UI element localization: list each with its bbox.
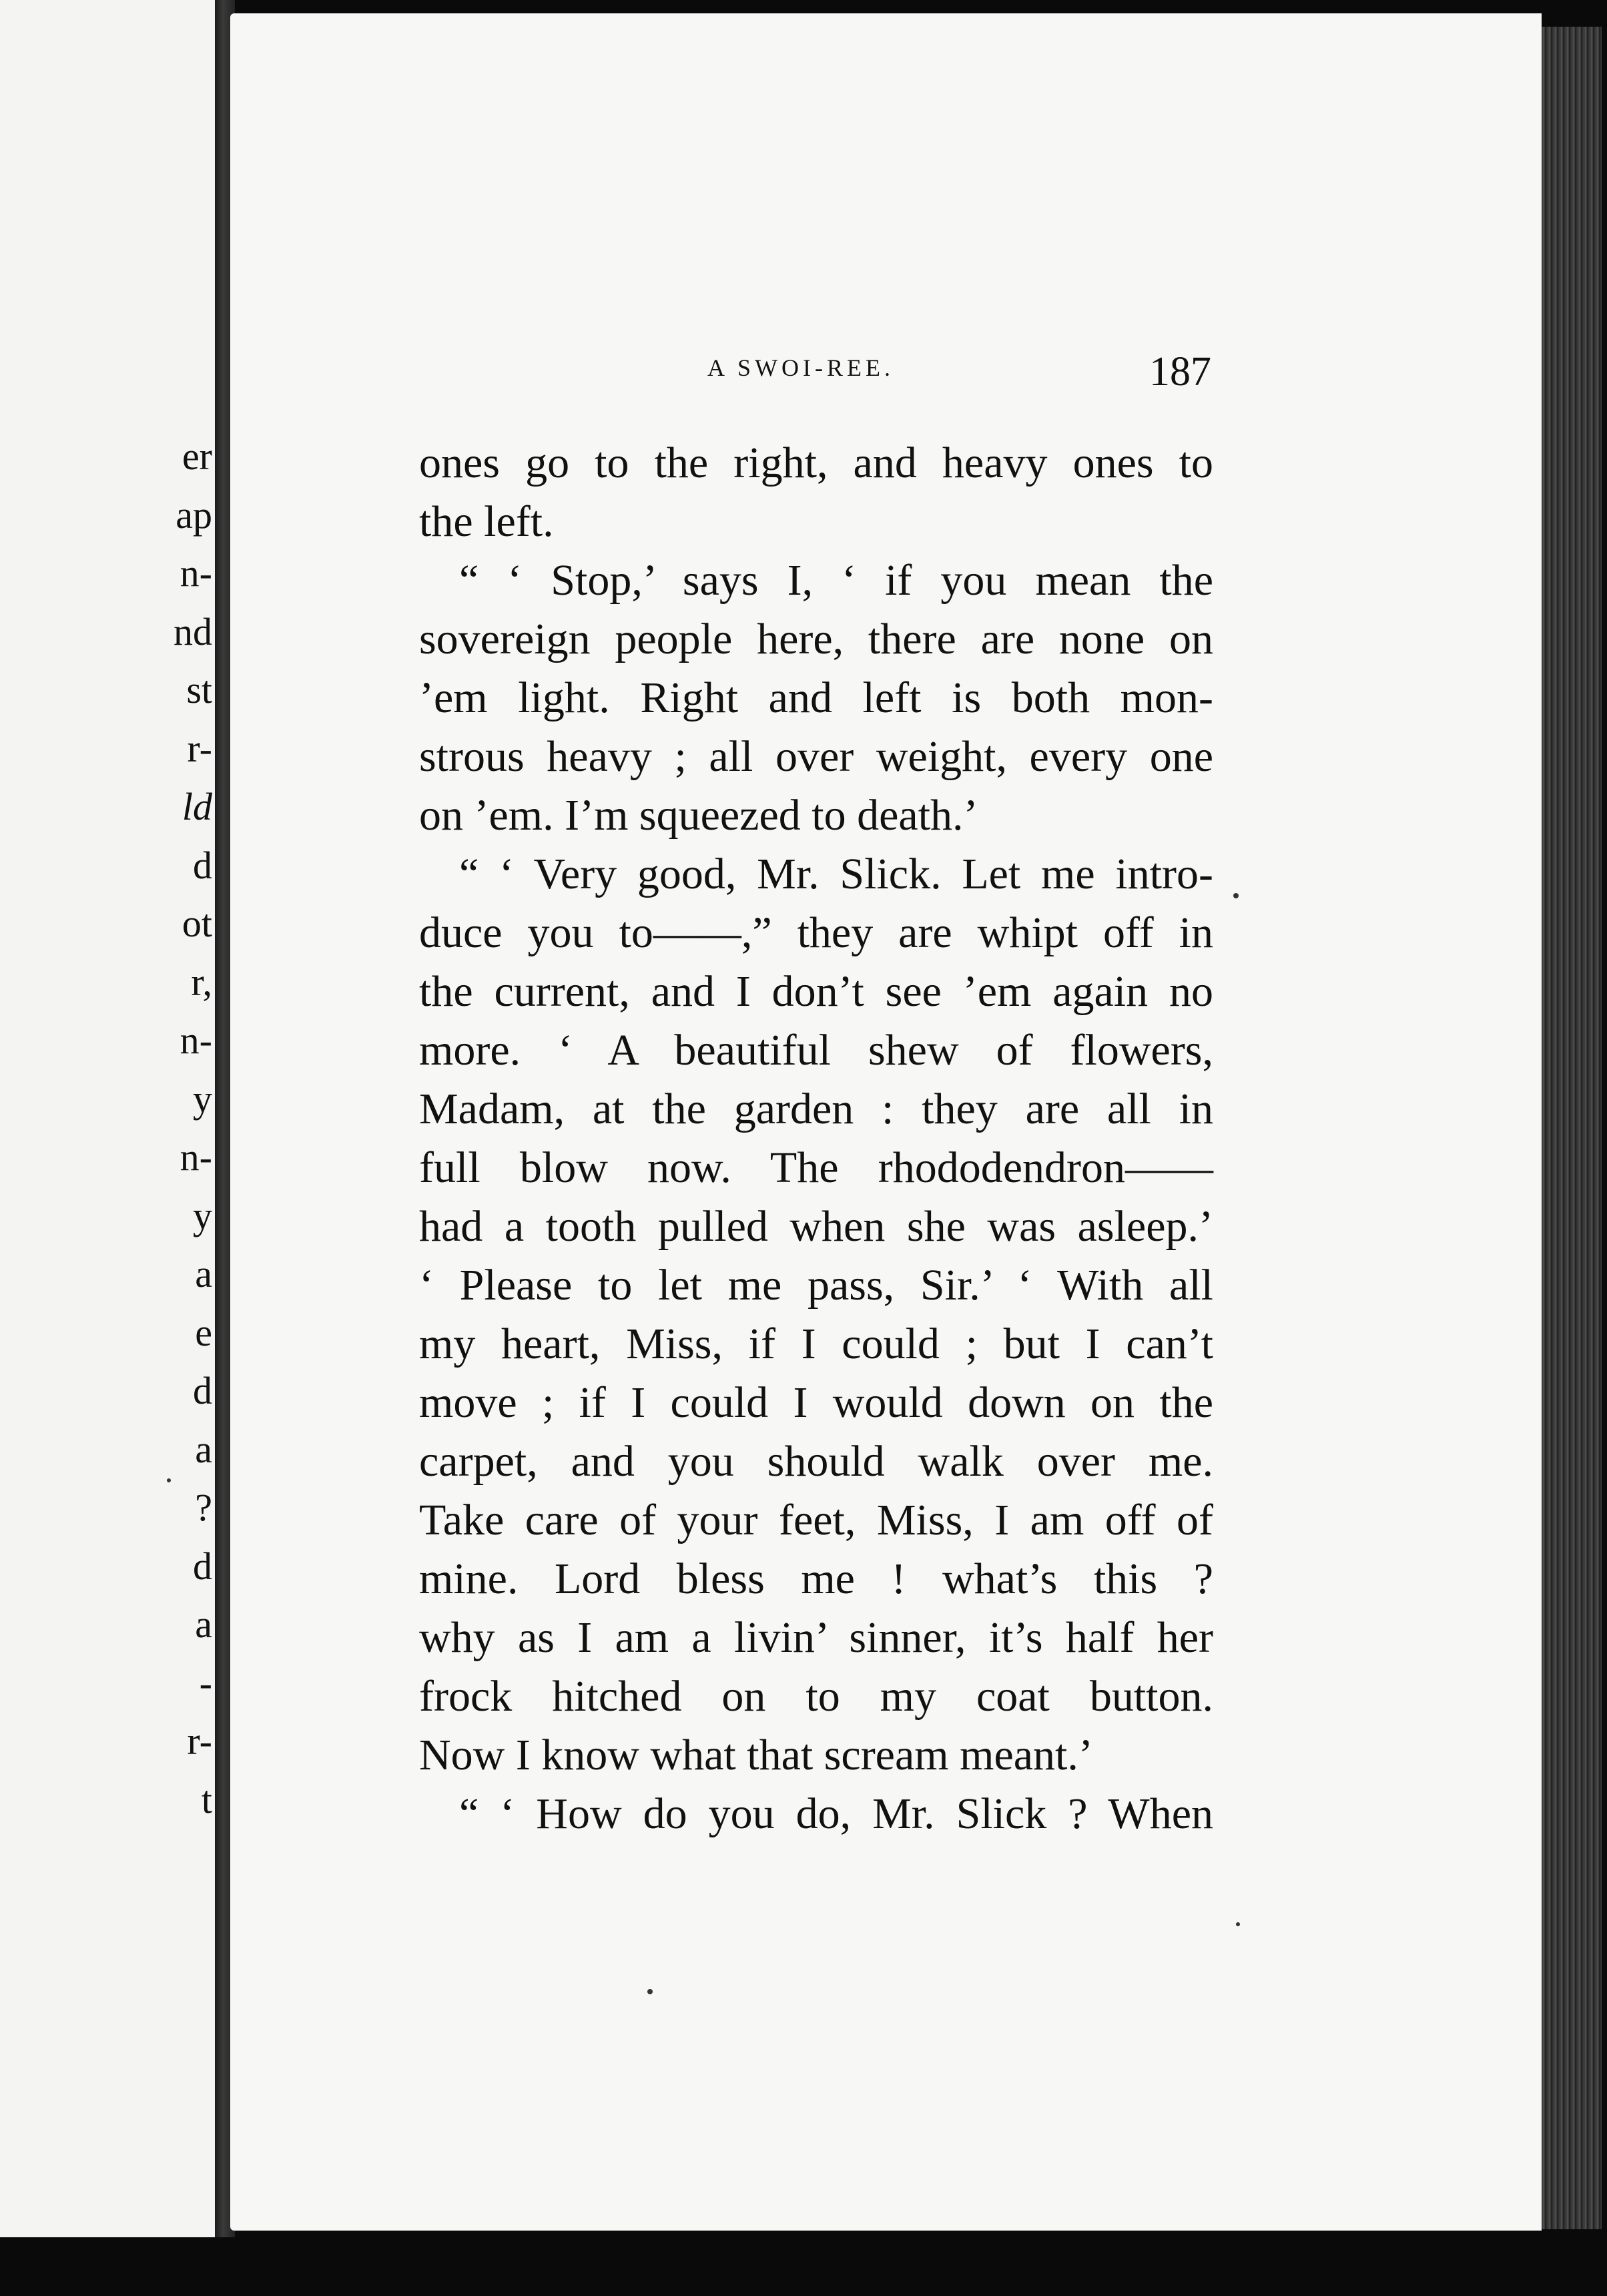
left-page-fragment: a	[195, 1603, 212, 1646]
text-line: sovereign people here, there are none on	[419, 615, 1213, 663]
left-page-fragment: d	[193, 1369, 212, 1412]
left-page-fragment: ?	[195, 1486, 212, 1529]
paper-speck	[1233, 893, 1239, 898]
page-stack-edge	[1542, 27, 1602, 2229]
text-line: Madam, at the garden : they are all in	[419, 1085, 1213, 1133]
left-page-fragment: t	[201, 1777, 212, 1821]
text-line: Now I know what that scream meant.’	[419, 1731, 1093, 1779]
left-page-fragment: ap	[176, 493, 212, 537]
text-line: “ ‘ Stop,’ says I, ‘ if you mean the	[459, 556, 1213, 605]
left-page-fragment: st	[186, 668, 212, 711]
left-page-fragment: n-	[180, 1135, 212, 1179]
left-page-fragment: ot	[182, 902, 212, 945]
left-page-fragment: nd	[174, 609, 212, 653]
left-page-fragment: r-	[187, 1719, 212, 1763]
text-line: the current, and I don’t see ’em again no	[419, 967, 1213, 1016]
left-page-fragment: n-	[180, 1019, 212, 1062]
paper-speck	[1236, 1922, 1240, 1926]
left-page-fragment: ld	[182, 785, 212, 828]
text-line: the left.	[419, 497, 554, 546]
text-line: carpet, and you should walk over me.	[419, 1437, 1213, 1486]
left-page-fragment: e	[195, 1310, 212, 1354]
text-line: mine. Lord bless me ! what’s this ?	[419, 1554, 1213, 1603]
text-line: “ ‘ Very good, Mr. Slick. Let me intro-	[459, 850, 1213, 898]
left-page-fragment: -	[199, 1661, 212, 1705]
previous-page-edge	[0, 0, 219, 2237]
text-line: ‘ Please to let me pass, Sir.’ ‘ With all	[419, 1261, 1213, 1310]
left-page-fragment: d	[193, 843, 212, 887]
text-line: more. ‘ A beautiful shew of flowers,	[419, 1026, 1213, 1075]
text-line: duce you to——,” they are whipt off in	[419, 908, 1213, 957]
text-line: had a tooth pulled when she was asleep.’	[419, 1202, 1213, 1251]
left-page-fragment: d	[193, 1544, 212, 1588]
text-line: “ ‘ How do you do, Mr. Slick ? When	[459, 1789, 1213, 1838]
left-page-fragment: y	[193, 1193, 212, 1237]
text-line: on ’em. I’m squeezed to death.’	[419, 791, 978, 840]
left-page-fragment: r,	[191, 960, 212, 1004]
left-page-fragment: y	[193, 1077, 212, 1121]
running-head: A SWOI-REE.	[707, 354, 894, 381]
paper-speck	[167, 1478, 171, 1482]
page-body-text	[419, 434, 1213, 1843]
left-page-fragment: er	[182, 435, 212, 478]
left-page-fragment: n-	[180, 551, 212, 595]
text-line: full blow now. The rhododendron——	[419, 1143, 1213, 1192]
text-line: ’em light. Right and left is both mon-	[419, 673, 1213, 722]
text-line: why as I am a livin’ sinner, it’s half her	[419, 1613, 1213, 1662]
page-number: 187	[1149, 349, 1211, 394]
text-line: move ; if I could I would down on the	[419, 1378, 1213, 1427]
text-line: frock hitched on to my coat button.	[419, 1672, 1213, 1721]
left-page-fragment: r-	[187, 726, 212, 770]
left-page-fragment: a	[195, 1427, 212, 1471]
text-line: ones go to the right, and heavy ones to	[419, 439, 1213, 487]
text-line: Take care of your feet, Miss, I am off of	[419, 1496, 1213, 1544]
text-line: my heart, Miss, if I could ; but I can’t	[419, 1320, 1213, 1368]
left-page-fragment: a	[195, 1252, 212, 1296]
paper-speck	[647, 1989, 653, 1994]
text-line: strous heavy ; all over weight, every one	[419, 732, 1213, 781]
